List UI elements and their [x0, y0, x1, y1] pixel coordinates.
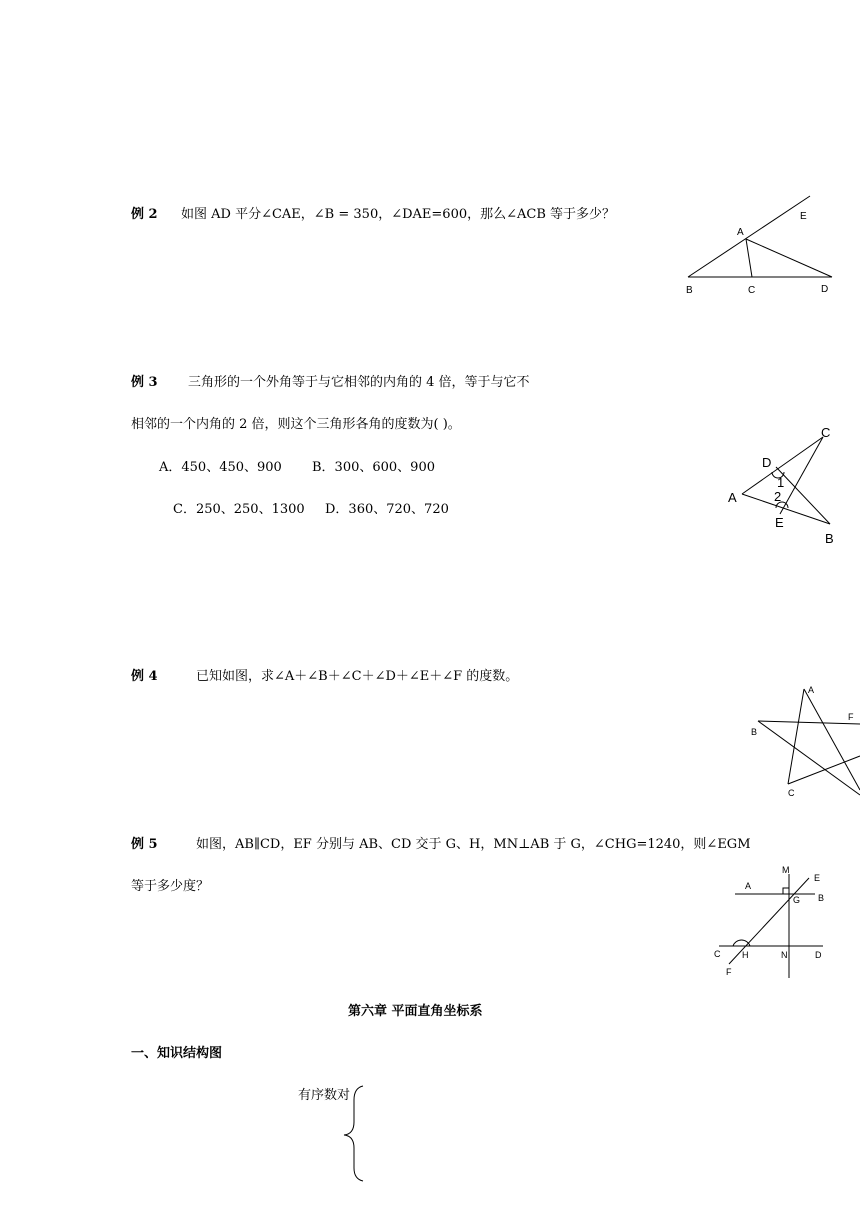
ex5-point-m: M [782, 865, 790, 875]
ex5-figure [705, 860, 855, 985]
chapter-title: 第六章 平面直角坐标系 [348, 1004, 483, 1019]
ex5-point-d: D [815, 950, 822, 960]
ex3-option-b: B．300、600、900 [312, 460, 435, 475]
ex3-option-d: D．360、720、720 [325, 502, 449, 517]
ex4-label: 例 4 [131, 669, 158, 684]
ex2-point-e: E [800, 211, 807, 222]
ex5-question-line1: 如图，AB∥CD，EF 分别与 AB、CD 交于 G、H，MN⊥AB 于 G，∠CHG=1240，则∠EGM [196, 837, 751, 852]
structure-node-ordered-pair: 有序数对 [298, 1088, 351, 1103]
ex5-point-f: F [726, 967, 732, 977]
ex5-point-a: A [745, 881, 752, 891]
ex5-point-c: C [714, 949, 721, 959]
ex4-figure [740, 680, 860, 805]
ex2-label: 例 2 [131, 207, 158, 222]
ex5-point-h: H [742, 950, 749, 960]
ex4-point-b: B [751, 727, 758, 737]
section-heading: 一、知识结构图 [131, 1046, 223, 1061]
ex5-label: 例 5 [131, 837, 158, 852]
ex3-point-a: A [728, 490, 737, 505]
ex5-point-b: B [818, 893, 825, 903]
ex3-angle-2: 2 [774, 489, 782, 504]
ex3-question-line1: 三角形的一个外角等于与它相邻的内角的 4 倍，等于与它不 [188, 375, 530, 390]
ex3-point-d: D [762, 455, 772, 470]
ex3-figure [720, 420, 860, 550]
ex3-option-c: C．250、250、1300 [173, 502, 305, 517]
ex2-point-c: C [748, 285, 756, 296]
ex3-label: 例 3 [131, 375, 158, 390]
structure-brace [335, 1082, 375, 1184]
ex2-point-b: B [686, 285, 693, 296]
ex2-point-a: A [737, 227, 744, 238]
ex4-question: 已知如图，求∠A＋∠B＋∠C＋∠D＋∠E＋∠F 的度数。 [196, 669, 519, 684]
ex5-point-e: E [814, 873, 821, 883]
ex3-option-a: A．450、450、900 [159, 460, 282, 475]
ex3-point-b: B [825, 531, 834, 546]
ex4-point-c: C [788, 788, 795, 798]
ex5-point-g: G [793, 895, 801, 905]
ex2-question: 如图 AD 平分∠CAE，∠B = 350，∠DAE=600，那么∠ACB 等于多少？ [181, 207, 616, 222]
ex3-angle-1: 1 [777, 475, 785, 490]
ex3-point-c: C [821, 425, 831, 440]
ex5-question-line2: 等于多少度？ [131, 879, 210, 894]
ex2-figure [680, 190, 855, 300]
ex4-point-f: F [848, 712, 854, 722]
ex5-point-n: N [781, 950, 788, 960]
ex3-question-line2: 相邻的一个内角的 2 倍，则这个三角形各角的度数为( )。 [131, 417, 461, 432]
ex2-point-d: D [821, 284, 829, 295]
ex3-point-e: E [775, 515, 784, 530]
ex4-point-a: A [808, 685, 815, 695]
